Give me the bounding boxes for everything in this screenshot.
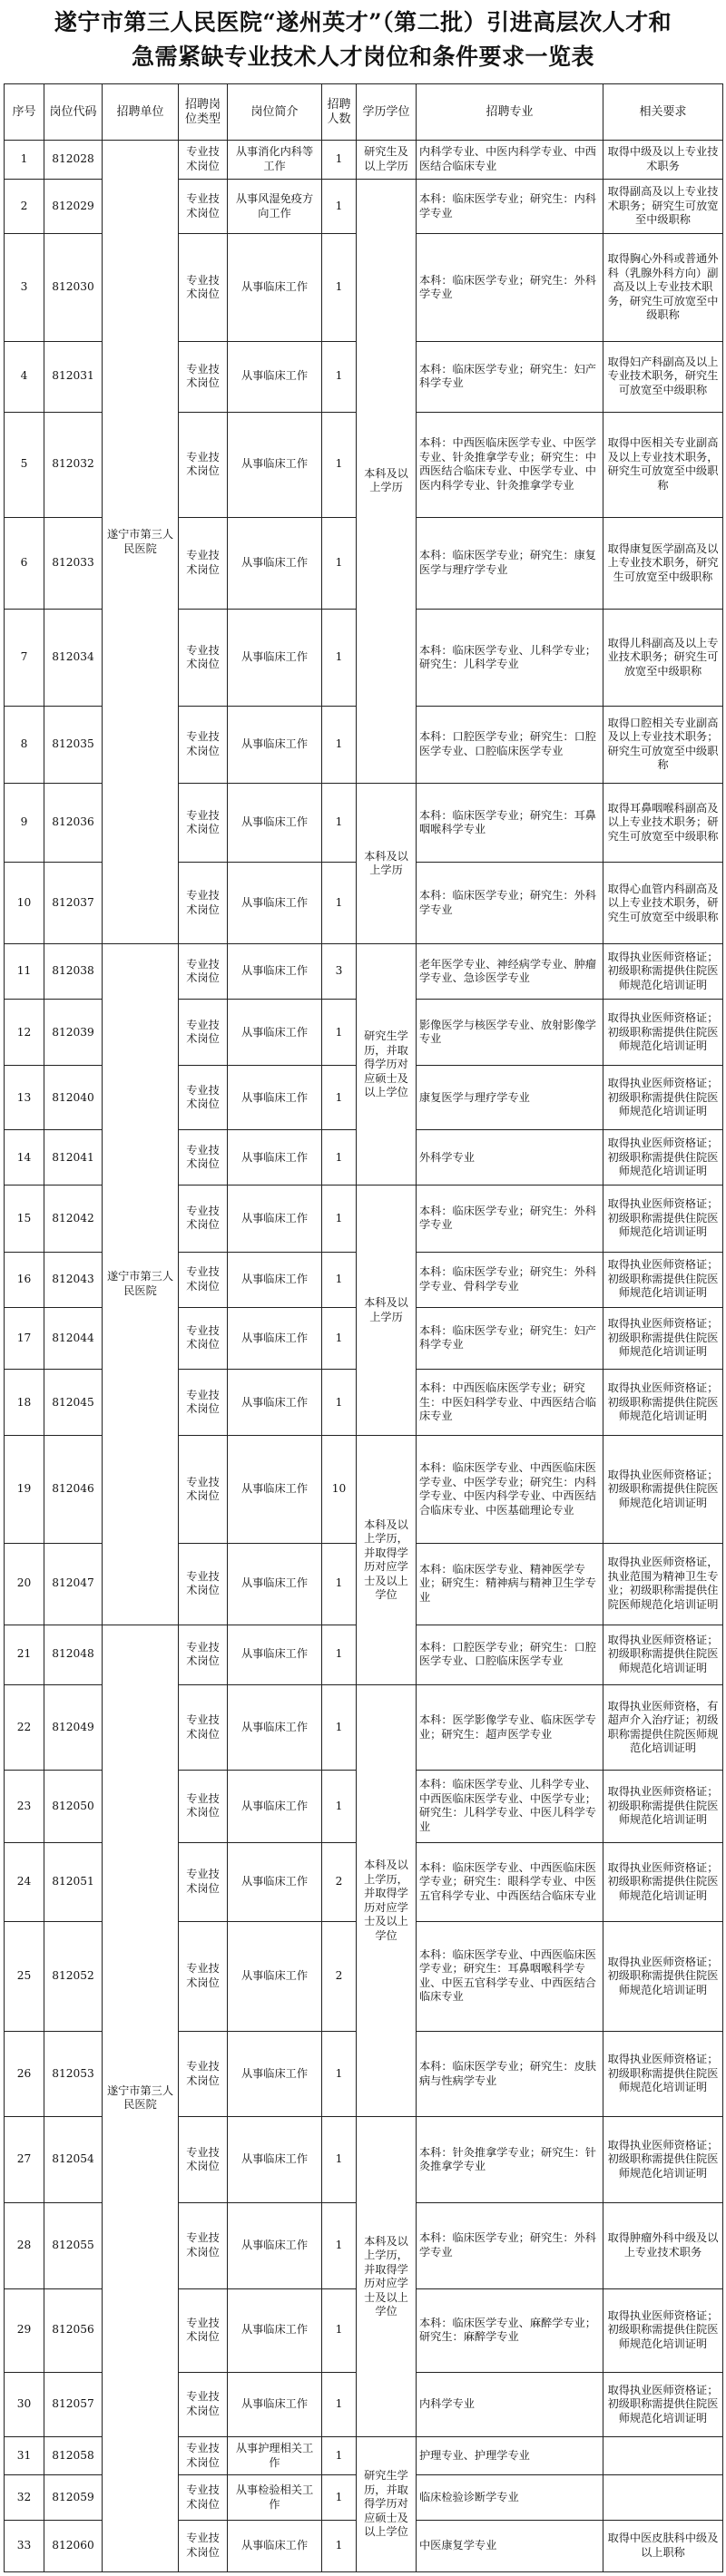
cell-major: 外科学专业 (417, 1130, 603, 1186)
cell-intro: 从事临床工作 (228, 1066, 322, 1130)
cell-req: 取得执业医师资格证；初级职称需提供住院医师规范化培训证明 (603, 1186, 723, 1252)
cell-num: 1 (322, 863, 357, 944)
cell-major: 康复医学与理疗学专业 (417, 1066, 603, 1130)
cell-intro: 从事临床工作 (228, 517, 322, 610)
cell-code: 812033 (44, 517, 103, 610)
cell-code: 812043 (44, 1252, 103, 1307)
cell-num: 1 (322, 706, 357, 783)
cell-req: 取得执业医师资格证；初级职称需提供住院医师规范化培训证明 (603, 1307, 723, 1370)
cell-intro: 从事临床工作 (228, 2117, 322, 2203)
cell-type: 专业技术岗位 (179, 2117, 228, 2203)
cell-num: 1 (322, 234, 357, 341)
cell-code: 812051 (44, 1842, 103, 1922)
cell-intro: 从事临床工作 (228, 1543, 322, 1625)
cell-req: 取得执业医师资格证；初级职称需提供住院医师规范化培训证明 (603, 1771, 723, 1842)
cell-major: 本科：中西医临床医学专业、中医学专业、针灸推拿学专业；研究生：中西医结合临床专业、中医学专业、中医内科学专业、针灸推拿学专业 (417, 412, 603, 517)
title-line-1: 遂宁市第三人民医院“遂州英才”（第二批）引进高层次人才和 (54, 9, 672, 35)
cell-seq: 24 (5, 1842, 44, 1922)
cell-intro: 从事临床工作 (228, 1684, 322, 1771)
cell-seq: 32 (5, 2475, 44, 2521)
cell-num: 1 (322, 2288, 357, 2372)
cell-type: 专业技术岗位 (179, 1000, 228, 1066)
cell-code: 812035 (44, 706, 103, 783)
cell-code: 812055 (44, 2202, 103, 2288)
header-num: 招聘人数 (322, 84, 357, 141)
cell-major: 本科：临床医学专业；研究生：耳鼻咽喉科学专业 (417, 783, 603, 863)
cell-edu: 本科及以上学历，并取得学历对应学士及以上学位 (357, 1684, 417, 2117)
cell-code: 812028 (44, 141, 103, 180)
cell-req: 取得胸心外科或普通外科（乳腺外科方向）副高及以上专业技术职务，研究生可放宽至中级职称 (603, 234, 723, 341)
cell-intro: 从事临床工作 (228, 2031, 322, 2117)
header-intro: 岗位简介 (228, 84, 322, 141)
cell-type: 专业技术岗位 (179, 1684, 228, 1771)
cell-intro: 从事护理相关工作 (228, 2436, 322, 2475)
cell-major: 本科：中西医临床医学专业；研究生：中医妇科学专业、中西医结合临床专业 (417, 1370, 603, 1436)
cell-req (603, 2475, 723, 2521)
cell-major: 本科：临床医学专业、麻醉学专业；研究生：麻醉学专业 (417, 2288, 603, 2372)
cell-seq: 20 (5, 1543, 44, 1625)
cell-major: 本科：临床医学专业；研究生：外科学专业 (417, 863, 603, 944)
cell-code: 812049 (44, 1684, 103, 1771)
cell-intro: 从事临床工作 (228, 1130, 322, 1186)
cell-req: 取得中医皮肤科中级及以上职称 (603, 2520, 723, 2571)
cell-type: 专业技术岗位 (179, 1186, 228, 1252)
header-type: 招聘岗位类型 (179, 84, 228, 141)
cell-req: 取得执业医师资格证；初级职称需提供住院医师规范化培训证明 (603, 1066, 723, 1130)
cell-type: 专业技术岗位 (179, 341, 228, 412)
cell-major: 本科：临床医学专业、儿科学专业；研究生：儿科学专业 (417, 610, 603, 706)
cell-req: 取得执业医师资格证；初级职称需提供住院医师规范化培训证明 (603, 1842, 723, 1922)
cell-type: 专业技术岗位 (179, 1771, 228, 1842)
cell-seq: 29 (5, 2288, 44, 2372)
cell-intro: 从事临床工作 (228, 2202, 322, 2288)
cell-seq: 27 (5, 2117, 44, 2203)
cell-seq: 10 (5, 863, 44, 944)
cell-req: 取得执业医师资格证，执业范围为精神卫生专业；初级职称需提供住院医师规范化培训证明 (603, 1543, 723, 1625)
cell-req: 取得执业医师资格证；初级职称需提供住院医师规范化培训证明 (603, 2372, 723, 2436)
cell-type: 专业技术岗位 (179, 944, 228, 1000)
cell-code: 812029 (44, 179, 103, 234)
cell-code: 812053 (44, 2031, 103, 2117)
cell-num: 1 (322, 2031, 357, 2117)
cell-type: 专业技术岗位 (179, 706, 228, 783)
cell-edu: 本科及以上学历 (357, 179, 417, 783)
cell-major: 本科：临床医学专业；研究生：康复医学与理疗学专业 (417, 517, 603, 610)
cell-req: 取得执业医师资格证；初级职称需提供住院医师规范化培训证明 (603, 1922, 723, 2032)
cell-code: 812056 (44, 2288, 103, 2372)
cell-seq: 23 (5, 1771, 44, 1842)
cell-major: 本科：临床医学专业；研究生：妇产科学专业 (417, 1307, 603, 1370)
cell-type: 专业技术岗位 (179, 2202, 228, 2288)
cell-num: 1 (322, 341, 357, 412)
header-code: 岗位代码 (44, 84, 103, 141)
cell-major: 内科学专业、中医内科学专业、中西医结合临床专业 (417, 141, 603, 180)
cell-unit: 遂宁市第三人民医院 (103, 944, 179, 1625)
cell-intro: 从事临床工作 (228, 610, 322, 706)
cell-type: 专业技术岗位 (179, 863, 228, 944)
cell-req: 取得妇产科副高及以上专业技术职务，研究生可放宽至中级职称 (603, 341, 723, 412)
cell-num: 10 (322, 1436, 357, 1543)
cell-major: 内科学专业 (417, 2372, 603, 2436)
cell-req: 取得执业医师资格证；初级职称需提供住院医师规范化培训证明 (603, 944, 723, 1000)
cell-edu: 本科及以上学历，并取得学历对应学士及以上学位 (357, 2117, 417, 2436)
cell-major: 护理专业、护理学专业 (417, 2436, 603, 2475)
cell-seq: 7 (5, 610, 44, 706)
cell-type: 专业技术岗位 (179, 2031, 228, 2117)
cell-intro: 从事临床工作 (228, 944, 322, 1000)
cell-code: 812054 (44, 2117, 103, 2203)
cell-seq: 16 (5, 1252, 44, 1307)
cell-num: 1 (322, 783, 357, 863)
cell-code: 812040 (44, 1066, 103, 1130)
cell-intro: 从事消化内科等工作 (228, 141, 322, 180)
cell-intro: 从事临床工作 (228, 1370, 322, 1436)
cell-intro: 从事临床工作 (228, 1252, 322, 1307)
cell-code: 812052 (44, 1922, 103, 2032)
cell-num: 1 (322, 1307, 357, 1370)
cell-num: 1 (322, 2202, 357, 2288)
cell-major: 本科：临床医学专业；研究生：外科学专业 (417, 1186, 603, 1252)
cell-intro: 从事临床工作 (228, 2288, 322, 2372)
cell-type: 专业技术岗位 (179, 412, 228, 517)
cell-req: 取得肿瘤外科中级及以上专业技术职务 (603, 2202, 723, 2288)
cell-req: 取得副高及以上专业技术职务；研究生可放宽至中级职称 (603, 179, 723, 234)
cell-seq: 13 (5, 1066, 44, 1130)
cell-code: 812030 (44, 234, 103, 341)
cell-type: 专业技术岗位 (179, 2520, 228, 2571)
cell-intro: 从事临床工作 (228, 1842, 322, 1922)
cell-req: 取得执业医师资格证；初级职称需提供住院医师规范化培训证明 (603, 1130, 723, 1186)
positions-table (4, 83, 723, 2572)
cell-code: 812058 (44, 2436, 103, 2475)
cell-num: 1 (322, 141, 357, 180)
cell-num: 1 (322, 2520, 357, 2571)
cell-seq: 31 (5, 2436, 44, 2475)
cell-type: 专业技术岗位 (179, 234, 228, 341)
cell-type: 专业技术岗位 (179, 141, 228, 180)
cell-req: 取得口腔相关专业副高及以上专业技术职务；研究生可放宽至中级职称 (603, 706, 723, 783)
cell-code: 812059 (44, 2475, 103, 2521)
title-line-2: 急需紧缺专业技术人才岗位和条件要求一览表 (131, 44, 594, 70)
cell-intro: 从事临床工作 (228, 783, 322, 863)
cell-major: 本科：临床医学专业；研究生：皮肤病与性病学专业 (417, 2031, 603, 2117)
cell-edu: 研究生及以上学历 (357, 141, 417, 180)
cell-req: 取得执业医师资格，有超声介入治疗证；初级职称需提供住院医师规范化培训证明 (603, 1684, 723, 1771)
cell-major: 临床检验诊断学专业 (417, 2475, 603, 2521)
cell-type: 专业技术岗位 (179, 1130, 228, 1186)
cell-major: 本科：临床医学专业；研究生：外科学专业 (417, 2202, 603, 2288)
cell-code: 812032 (44, 412, 103, 517)
cell-seq: 17 (5, 1307, 44, 1370)
cell-seq: 1 (5, 141, 44, 180)
cell-num: 3 (322, 944, 357, 1000)
cell-num: 1 (322, 1252, 357, 1307)
cell-intro: 从事临床工作 (228, 2372, 322, 2436)
cell-edu: 本科及以上学历，并取得学历对应学士及以上学位 (357, 1436, 417, 1684)
cell-type: 专业技术岗位 (179, 1842, 228, 1922)
cell-intro: 从事临床工作 (228, 1307, 322, 1370)
header-edu: 学历学位 (357, 84, 417, 141)
cell-code: 812042 (44, 1186, 103, 1252)
cell-type: 专业技术岗位 (179, 2475, 228, 2521)
cell-num: 1 (322, 1186, 357, 1252)
cell-seq: 4 (5, 341, 44, 412)
cell-edu: 研究生学历，并取得学历对应硕士及以上学位 (357, 2436, 417, 2571)
cell-type: 专业技术岗位 (179, 1066, 228, 1130)
cell-code: 812037 (44, 863, 103, 944)
header-unit: 招聘单位 (103, 84, 179, 141)
cell-num: 1 (322, 610, 357, 706)
cell-code: 812036 (44, 783, 103, 863)
cell-major: 本科：临床医学专业、中西医临床医学专业；研究生：眼科学专业、中医五官科学专业、中西医结合临床专业 (417, 1842, 603, 1922)
cell-type: 专业技术岗位 (179, 1922, 228, 2032)
cell-num: 1 (322, 2372, 357, 2436)
cell-intro: 从事临床工作 (228, 1436, 322, 1543)
cell-req: 取得执业医师资格证；初级职称需提供住院医师规范化培训证明 (603, 1436, 723, 1543)
cell-type: 专业技术岗位 (179, 2436, 228, 2475)
cell-type: 专业技术岗位 (179, 179, 228, 234)
cell-seq: 2 (5, 179, 44, 234)
cell-code: 812050 (44, 1771, 103, 1842)
cell-major: 本科：临床医学专业、精神医学专业；研究生：精神病与精神卫生学专业 (417, 1543, 603, 1625)
cell-num: 2 (322, 1922, 357, 2032)
cell-req: 取得儿科副高及以上专业技术职务；研究生可放宽至中级职称 (603, 610, 723, 706)
header-major: 招聘专业 (417, 84, 603, 141)
cell-num: 1 (322, 1000, 357, 1066)
cell-num: 1 (322, 1771, 357, 1842)
cell-seq: 25 (5, 1922, 44, 2032)
cell-req: 取得中级及以上专业技术职务 (603, 141, 723, 180)
cell-major: 本科：临床医学专业；研究生：内科学专业 (417, 179, 603, 234)
cell-num: 1 (322, 2475, 357, 2521)
cell-num: 1 (322, 1684, 357, 1771)
header-req: 相关要求 (603, 84, 723, 141)
cell-seq: 30 (5, 2372, 44, 2436)
cell-intro: 从事临床工作 (228, 341, 322, 412)
cell-intro: 从事临床工作 (228, 1625, 322, 1684)
cell-major: 中医康复学专业 (417, 2520, 603, 2571)
cell-num: 1 (322, 1066, 357, 1130)
cell-intro: 从事临床工作 (228, 1922, 322, 2032)
cell-type: 专业技术岗位 (179, 1625, 228, 1684)
cell-unit: 遂宁市第三人民医院 (103, 1625, 179, 2571)
table-row (5, 944, 723, 1000)
cell-num: 1 (322, 1625, 357, 1684)
cell-code: 812060 (44, 2520, 103, 2571)
cell-seq: 28 (5, 2202, 44, 2288)
cell-seq: 22 (5, 1684, 44, 1771)
cell-req: 取得执业医师资格证；初级职称需提供住院医师规范化培训证明 (603, 1625, 723, 1684)
cell-req: 取得执业医师资格证；初级职称需提供住院医师规范化培训证明 (603, 2117, 723, 2203)
cell-major: 本科：医学影像学专业、临床医学专业；研究生：超声医学专业 (417, 1684, 603, 1771)
cell-req: 取得执业医师资格证；初级职称需提供住院医师规范化培训证明 (603, 1000, 723, 1066)
cell-req: 取得康复医学副高及以上专业技术职务，研究生可放宽至中级职称 (603, 517, 723, 610)
cell-intro: 从事临床工作 (228, 412, 322, 517)
cell-code: 812057 (44, 2372, 103, 2436)
cell-seq: 33 (5, 2520, 44, 2571)
cell-major: 老年医学专业、神经病学专业、肿瘤学专业、急诊医学专业 (417, 944, 603, 1000)
cell-major: 本科：临床医学专业、中西医临床医学专业；研究生：耳鼻咽喉科学专业、中医五官科学专业、中西医结合临床专业 (417, 1922, 603, 2032)
cell-code: 812047 (44, 1543, 103, 1625)
cell-seq: 12 (5, 1000, 44, 1066)
cell-intro: 从事临床工作 (228, 1186, 322, 1252)
cell-code: 812041 (44, 1130, 103, 1186)
cell-seq: 9 (5, 783, 44, 863)
cell-intro: 从事临床工作 (228, 2520, 322, 2571)
cell-code: 812048 (44, 1625, 103, 1684)
cell-type: 专业技术岗位 (179, 1370, 228, 1436)
cell-type: 专业技术岗位 (179, 517, 228, 610)
cell-intro: 从事临床工作 (228, 1771, 322, 1842)
cell-code: 812039 (44, 1000, 103, 1066)
cell-edu: 本科及以上学历 (357, 783, 417, 943)
cell-code: 812046 (44, 1436, 103, 1543)
header-seq: 序号 (5, 84, 44, 141)
cell-major: 本科：针灸推拿学专业；研究生：针灸推拿学专业 (417, 2117, 603, 2203)
cell-num: 1 (322, 517, 357, 610)
cell-edu: 研究生学历，并取得学历对应硕士及以上学位 (357, 944, 417, 1186)
cell-type: 专业技术岗位 (179, 2372, 228, 2436)
cell-num: 1 (322, 1130, 357, 1186)
cell-num: 1 (322, 1370, 357, 1436)
cell-type: 专业技术岗位 (179, 1252, 228, 1307)
cell-req: 取得执业医师资格证；初级职称需提供住院医师规范化培训证明 (603, 2031, 723, 2117)
cell-seq: 21 (5, 1625, 44, 1684)
cell-type: 专业技术岗位 (179, 1307, 228, 1370)
cell-seq: 19 (5, 1436, 44, 1543)
cell-intro: 从事检验相关工作 (228, 2475, 322, 2521)
cell-type: 专业技术岗位 (179, 610, 228, 706)
cell-num: 2 (322, 1842, 357, 1922)
cell-type: 专业技术岗位 (179, 1436, 228, 1543)
cell-seq: 26 (5, 2031, 44, 2117)
table-header-row (5, 84, 723, 141)
cell-seq: 18 (5, 1370, 44, 1436)
cell-intro: 从事风湿免疫方向工作 (228, 179, 322, 234)
cell-num: 1 (322, 179, 357, 234)
cell-major: 本科：口腔医学专业；研究生：口腔医学专业、口腔临床医学专业 (417, 706, 603, 783)
cell-seq: 8 (5, 706, 44, 783)
cell-req: 取得执业医师资格证；初级职称需提供住院医师规范化培训证明 (603, 1252, 723, 1307)
cell-intro: 从事临床工作 (228, 706, 322, 783)
cell-num: 1 (322, 2436, 357, 2475)
cell-seq: 11 (5, 944, 44, 1000)
cell-req: 取得心血管内科副高及以上专业技术职务，研究生可放宽至中级职称 (603, 863, 723, 944)
document-title (0, 0, 726, 80)
cell-major: 本科：临床医学专业；研究生：外科学专业、骨科学专业 (417, 1252, 603, 1307)
cell-num: 1 (322, 2117, 357, 2203)
cell-req: 取得耳鼻咽喉科副高及以上专业技术职务；研究生可放宽至中级职称 (603, 783, 723, 863)
cell-code: 812045 (44, 1370, 103, 1436)
cell-unit: 遂宁市第三人民医院 (103, 141, 179, 944)
cell-req: 取得中医相关专业副高及以上专业技术职务，研究生可放宽至中级职称 (603, 412, 723, 517)
cell-type: 专业技术岗位 (179, 783, 228, 863)
cell-code: 812034 (44, 610, 103, 706)
table-row (5, 141, 723, 180)
cell-seq: 14 (5, 1130, 44, 1186)
table-body (5, 141, 723, 2572)
cell-seq: 3 (5, 234, 44, 341)
cell-major: 本科：口腔医学专业；研究生：口腔医学专业、口腔临床医学专业 (417, 1625, 603, 1684)
cell-major: 影像医学与核医学专业、放射影像学专业 (417, 1000, 603, 1066)
cell-req (603, 2436, 723, 2475)
cell-major: 本科：临床医学专业、儿科学专业、中西医临床医学专业、中医学专业；研究生：儿科学专业、中医儿科学专业 (417, 1771, 603, 1842)
cell-seq: 5 (5, 412, 44, 517)
cell-major: 本科：临床医学专业；研究生：外科学专业 (417, 234, 603, 341)
cell-type: 专业技术岗位 (179, 2288, 228, 2372)
cell-edu: 本科及以上学历 (357, 1186, 417, 1436)
cell-major: 本科：临床医学专业；研究生：妇产科学专业 (417, 341, 603, 412)
cell-intro: 从事临床工作 (228, 1000, 322, 1066)
cell-num: 1 (322, 412, 357, 517)
cell-seq: 15 (5, 1186, 44, 1252)
cell-code: 812044 (44, 1307, 103, 1370)
cell-code: 812031 (44, 341, 103, 412)
cell-num: 1 (322, 1543, 357, 1625)
cell-intro: 从事临床工作 (228, 234, 322, 341)
cell-type: 专业技术岗位 (179, 1543, 228, 1625)
cell-seq: 6 (5, 517, 44, 610)
cell-req: 取得执业医师资格证；初级职称需提供住院医师规范化培训证明 (603, 1370, 723, 1436)
cell-intro: 从事临床工作 (228, 863, 322, 944)
cell-code: 812038 (44, 944, 103, 1000)
cell-req: 取得执业医师资格证；初级职称需提供住院医师规范化培训证明 (603, 2288, 723, 2372)
cell-major: 本科：临床医学专业、中西医临床医学专业、中医学专业；研究生：内科学专业、中医内科学专业、中西医结合临床专业、中医基础理论专业 (417, 1436, 603, 1543)
